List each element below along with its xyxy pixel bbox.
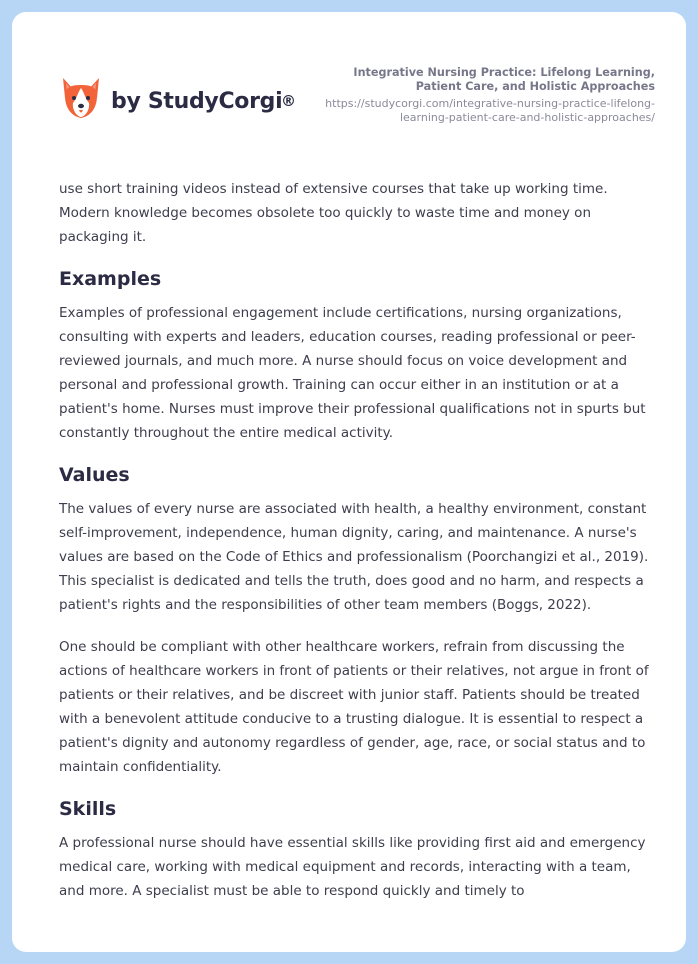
page-header — [12, 12, 686, 152]
registered-mark: ® — [281, 92, 296, 110]
section-heading-skills: Skills — [59, 798, 117, 820]
examples-paragraph: Examples of professional engagement include certifications, nursing organizations, consulting with experts and leaders, education courses, reading professional or peer-reviewed journals, and much more. A nurse should focus on voice development and personal and professional growth. Training can occur either in an institution or at a patient's home. Nurses must improve their professional qualifications not in spurts but constantly throughout the entire medical activity. — [59, 305, 646, 441]
section-heading-examples: Examples — [59, 268, 162, 290]
document-url[interactable]: https://studycorgi.com/integrative-nursing-practice-lifelong-learning-patient-care-and-holistic-approaches/ — [325, 97, 655, 124]
brand-name: by StudyCorgi — [111, 88, 283, 114]
document-body — [59, 177, 659, 921]
corgi-logo-icon — [59, 76, 103, 122]
skills-paragraph: A professional nurse should have essential skills like providing first aid and emergency medical care, working with medical equipment and records, interacting with a team, and more. A specialist must be able to respond quickly and timely to — [59, 835, 646, 899]
document-page — [12, 12, 686, 952]
intro-paragraph: use short training videos instead of extensive courses that take up working time. Modern knowledge becomes obsolete too quickly to waste time and money on packaging it. — [59, 181, 608, 245]
values-paragraph-1: The values of every nurse are associated with health, a healthy environment, constant self-improvement, independence, human dignity, caring, and maintenance. A nurse's values are based on the Code of Ethics and professionalism (Poorchangizi et al., 2019). This specialist is dedicated and tells the truth, does good and no harm, and respects a patient's rights and the responsibilities of other team members (Boggs, 2022). — [59, 501, 649, 613]
values-paragraph-2: One should be compliant with other healthcare workers, refrain from discussing the actions of healthcare workers in front of patients or their relatives, not argue in front of patients or their relatives, and be discreet with junior staff. Patients should be treated with a benevolent attitude conducive to a trusting dialogue. It is essential to respect a patient's dignity and autonomy regardless of gender, age, race, or social status and to maintain confidentiality. — [59, 639, 649, 775]
section-heading-values: Values — [59, 464, 130, 486]
document-title: Integrative Nursing Practice: Lifelong Learning, Patient Care, and Holistic Approaches — [353, 66, 655, 93]
document-meta — [305, 66, 655, 124]
studycorgi-logo[interactable] — [59, 76, 296, 122]
